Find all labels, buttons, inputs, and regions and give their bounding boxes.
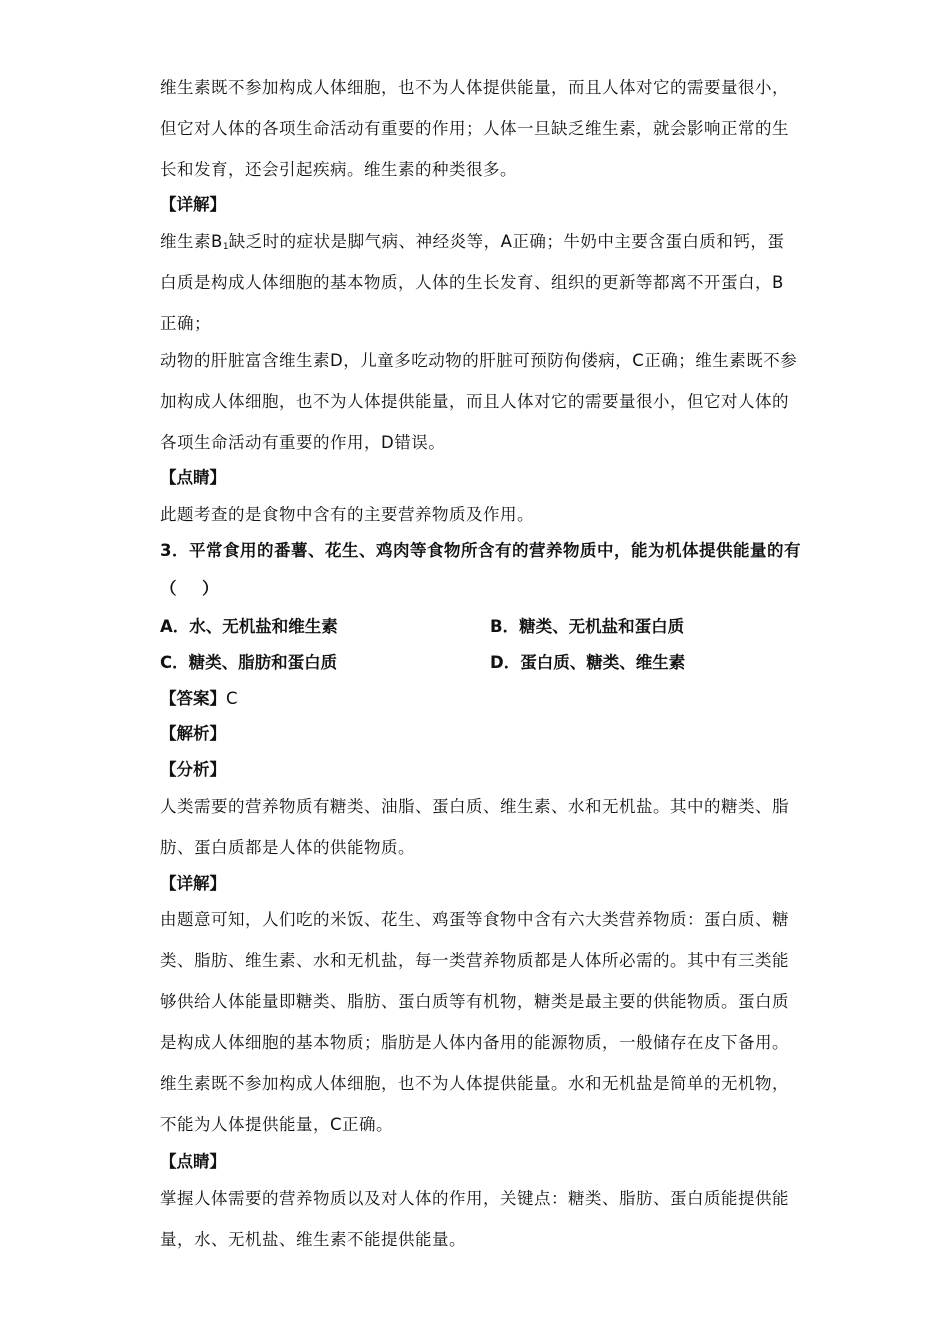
point-paragraph bbox=[160, 1178, 800, 1260]
section-heading-detail: 【详解】 bbox=[160, 195, 226, 214]
option-d: D．蛋白质、糖类、维生素 bbox=[490, 653, 686, 672]
answer-line bbox=[160, 681, 238, 717]
section-heading-point: 【点睛】 bbox=[160, 1152, 226, 1171]
text-line: 掌握人体需要的营养物质以及对人体的作用，关键点：糖类、脂肪、蛋白质能提供能 bbox=[160, 1189, 789, 1208]
text-line: 3．平常食用的番薯、花生、鸡肉等食物所含有的营养物质中，能为机体提供能量的有 bbox=[160, 541, 801, 560]
text-line: 各项生命活动有重要的作用，D错误。 bbox=[160, 433, 446, 452]
text-line: 人类需要的营养物质有糖类、油脂、蛋白质、维生素、水和无机盐。其中的糖类、脂 bbox=[160, 797, 789, 816]
text-segment: 维生素B bbox=[160, 232, 223, 251]
text-line: 长和发育，还会引起疾病。维生素的种类很多。 bbox=[160, 160, 517, 179]
text-line: 类、脂肪、维生素、水和无机盐，每一类营养物质都是人体所必需的。其中有三类能 bbox=[160, 951, 789, 970]
subscript: 1 bbox=[222, 242, 229, 252]
answer-label: 【答案】 bbox=[160, 689, 226, 708]
fenxi-paragraph bbox=[160, 786, 800, 868]
text-line: 不能为人体提供能量，C正确。 bbox=[160, 1115, 394, 1134]
section-heading-point: 【点睛】 bbox=[160, 468, 226, 487]
text-line: 动物的肝脏富含维生素D，儿童多吃动物的肝脏可预防佝偻病，C正确；维生素既不参 bbox=[160, 351, 798, 370]
detail-paragraph bbox=[160, 221, 800, 344]
text-line: 肪、蛋白质都是人体的供能物质。 bbox=[160, 838, 415, 857]
text-line: 由题意可知，人们吃的米饭、花生、鸡蛋等食物中含有六大类营养物质：蛋白质、糖 bbox=[160, 910, 789, 929]
text-line: 是构成人体细胞的基本物质；脂肪是人体内备用的能源物质，一般储存在皮下备用。 bbox=[160, 1033, 789, 1052]
point-paragraph bbox=[160, 494, 800, 535]
text-line: 量，水、无机盐、维生素不能提供能量。 bbox=[160, 1230, 466, 1249]
text-line: 白质是构成人体细胞的基本物质，人体的生长发育、组织的更新等都离不开蛋白，B bbox=[160, 273, 784, 292]
section-heading-analysis: 【解析】 bbox=[160, 724, 226, 743]
text-segment: 缺乏时的症状是脚气病、神经炎等，A正确；牛奶中主要含蛋白质和钙，蛋 bbox=[228, 232, 785, 251]
answer-value: C bbox=[226, 689, 238, 708]
text-line: 维生素既不参加构成人体细胞，也不为人体提供能量，而且人体对它的需要量很小， bbox=[160, 78, 789, 97]
text-line: 正确； bbox=[160, 314, 211, 333]
text-line: 维生素既不参加构成人体细胞，也不为人体提供能量。水和无机盐是简单的无机物， bbox=[160, 1074, 789, 1093]
text-line: 够供给人体能量即糖类、脂肪、蛋白质等有机物，糖类是最主要的供能物质。蛋白质 bbox=[160, 992, 789, 1011]
text-line: 此题考查的是食物中含有的主要营养物质及作用。 bbox=[160, 505, 534, 524]
section-heading-fenxi: 【分析】 bbox=[160, 760, 226, 779]
option-a: A．水、无机盐和维生素 bbox=[160, 617, 338, 636]
text-line: 加构成人体细胞，也不为人体提供能量，而且人体对它的需要量很小，但它对人体的 bbox=[160, 392, 789, 411]
detail-paragraph bbox=[160, 899, 800, 1145]
text-line: 但它对人体的各项生命活动有重要的作用；人体一旦缺乏维生素，就会影响正常的生 bbox=[160, 119, 789, 138]
answer-blank: （ ） bbox=[160, 579, 219, 598]
section-heading-detail: 【详解】 bbox=[160, 874, 226, 893]
option-c: C．糖类、脂肪和蛋白质 bbox=[160, 653, 338, 672]
intro-paragraph bbox=[160, 67, 800, 190]
detail-paragraph-continued bbox=[160, 340, 800, 463]
text-line bbox=[160, 221, 800, 262]
option-b: B．糖类、无机盐和蛋白质 bbox=[490, 617, 685, 636]
question-stem bbox=[160, 532, 800, 608]
